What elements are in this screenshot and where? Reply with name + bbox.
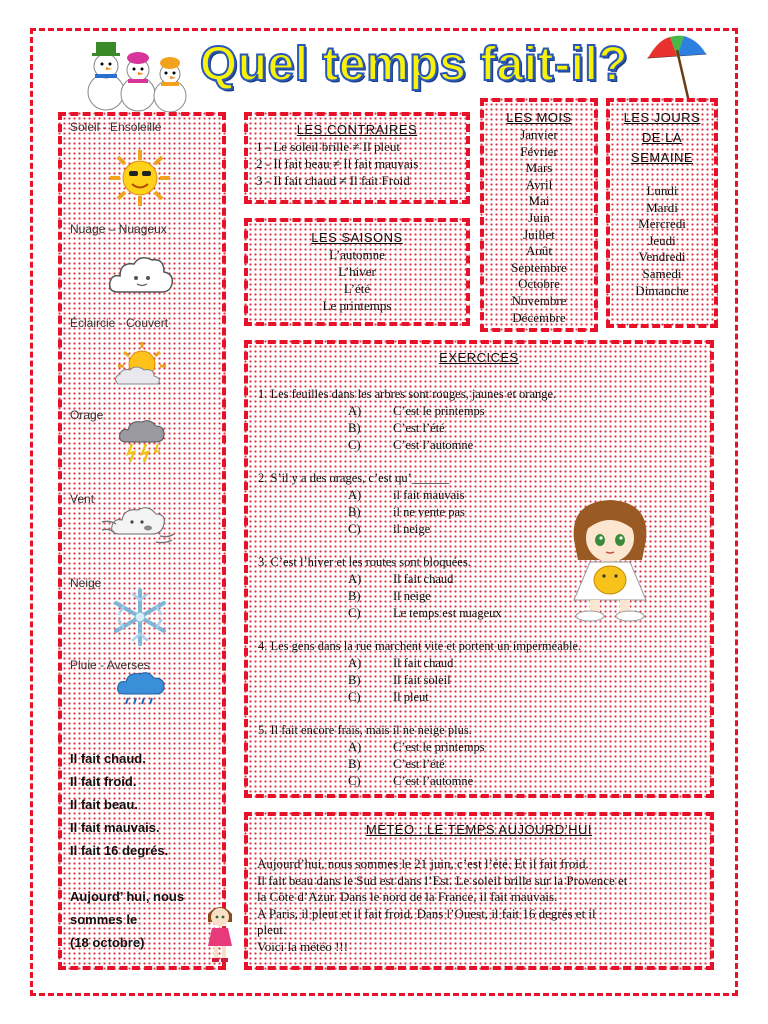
day-item: Samedi	[642, 265, 682, 281]
contraires-item: 1 - Le soleil brille ≠ Il pleut	[256, 139, 400, 154]
jours-title	[606, 108, 718, 168]
phrase-hot: Il fait chaud.	[70, 751, 146, 766]
option-letter: B)	[348, 421, 361, 435]
month-item: Décembre	[512, 309, 566, 325]
meteo-line: Voici la météo !!!	[257, 938, 349, 954]
option-letter: B)	[348, 505, 361, 519]
option-text: C’est l’automne	[393, 438, 474, 452]
jours-title-line: SEMAINE	[630, 150, 693, 165]
month-item: Juin	[528, 209, 550, 225]
option-text: C’est l’automne	[393, 774, 474, 788]
weather-label-wind: Vent	[70, 492, 95, 506]
meteo-line: la Côte d’Azur. Dans le nord de la France, il fait mauvais.	[257, 889, 558, 904]
option-letter: C)	[348, 690, 361, 704]
meteo-line: pleut.	[257, 922, 287, 937]
wind-icon	[100, 500, 176, 548]
month-item: Juillet	[523, 226, 555, 242]
option-text: il fait mauvais	[393, 488, 465, 502]
snowmen-illustration	[82, 36, 192, 114]
option-letter: C)	[348, 606, 361, 620]
option-text: C’est l’été	[393, 757, 445, 771]
phrase-bad: Il fait mauvais.	[70, 820, 160, 835]
month-item: Janvier	[520, 127, 558, 142]
day-item: Mardi	[646, 199, 678, 215]
option-text: il ne vente pas	[393, 505, 465, 519]
weather-label-cloud: Nuage – Nuageux	[70, 222, 167, 236]
saisons-item: Le printemps	[322, 298, 392, 313]
cloud-icon	[106, 252, 176, 300]
meteo-title: MÉTÉO : LE TEMPS AUJOURD’HUI	[365, 822, 593, 837]
meteo-line: Aujourd’hui, nous sommes le 21 juin, c’est l’été. Et il fait froid.	[257, 856, 589, 871]
girl-small-illustration	[202, 900, 238, 966]
phrase-nice: Il fait beau.	[70, 797, 138, 812]
option-letter: A)	[348, 488, 362, 502]
page-title: Quel temps fait-il?	[199, 38, 629, 91]
option-text: Il pleut	[393, 690, 429, 704]
meteo-line: A Paris, il pleut et il fait froid. Dans l’Ouest, il fait 16 degrés et il	[257, 905, 596, 921]
option-letter: C)	[348, 522, 361, 536]
saisons-item: L’hiver	[338, 264, 376, 279]
option-letter: A)	[348, 656, 362, 670]
option-text: C’est l’été	[393, 421, 445, 435]
question-2: 2. S’il y a des orages, c’est qu’______	[258, 471, 450, 485]
girl-illustration	[560, 496, 660, 622]
sun-behind-cloud-icon	[112, 340, 168, 388]
question-5: 5. Il fait encore frais, mais il ne neige plus.	[258, 723, 472, 737]
weather-label-snow: Neige	[70, 576, 102, 590]
jours-list	[606, 183, 718, 299]
contraires-item: 3 - Il fait chaud ≠ Il fait Froid	[256, 173, 410, 188]
saisons-title: LES SAISONS	[311, 230, 403, 245]
option-letter: B)	[348, 589, 361, 603]
meteo-line: Il fait beau dans le Sud est dans l’Est. Le soleil brille sur la Provence et	[257, 872, 628, 888]
jours-title-line: DE LA	[641, 130, 683, 145]
option-text: il neige	[393, 522, 431, 536]
option-letter: A)	[348, 572, 362, 586]
meteo-text	[257, 856, 703, 955]
day-item: Lundi	[646, 183, 678, 198]
day-item: Vendredi	[638, 249, 686, 265]
question-4: 4. Les gens dans la rue marchent vite et portent un imperméable.	[258, 639, 582, 653]
option-text: Il neige	[393, 589, 431, 603]
month-item: Novembre	[511, 292, 567, 308]
weather-label-partly-cloudy: Éclaircie - Couvert	[70, 316, 169, 330]
month-item: Octobre	[518, 276, 560, 292]
option-text: C’est le printemps	[393, 404, 485, 418]
day-item: Mercredi	[638, 216, 686, 232]
contraires-title: LES CONTRAIRES	[296, 122, 418, 137]
option-text: C’est le printemps	[393, 740, 485, 754]
beach-umbrella-icon	[644, 32, 710, 104]
day-item: Jeudi	[648, 232, 676, 248]
sun-icon	[106, 148, 174, 208]
month-item: Février	[520, 143, 558, 159]
phrase-cold: Il fait froid.	[70, 774, 137, 789]
today-line-3: (18 octobre)	[70, 935, 145, 950]
snowflake-icon	[108, 586, 172, 648]
mois-title: LES MOIS	[506, 110, 572, 125]
option-text: Il fait chaud	[393, 656, 454, 670]
phrase-degrees: Il fait 16 degrés.	[70, 843, 169, 858]
month-item: Avril	[525, 176, 553, 192]
weather-label-storm: Orage	[70, 408, 104, 422]
option-letter: B)	[348, 757, 361, 771]
option-letter: A)	[348, 404, 362, 418]
today-line-1: Aujourd’ hui, nous	[70, 889, 185, 904]
month-item: Août	[526, 243, 552, 259]
mois-list	[480, 127, 598, 326]
question-1: 1. Les feuilles dans les arbres sont rouges, jaunes et orange.	[258, 387, 557, 401]
thunderstorm-icon	[118, 418, 166, 464]
month-item: Mars	[525, 160, 553, 176]
saisons-item: L’automne	[329, 247, 385, 262]
day-item: Dimanche	[635, 282, 689, 298]
jours-title-line: LES JOURS	[623, 110, 701, 125]
option-letter: A)	[348, 740, 362, 754]
option-letter: C)	[348, 774, 361, 788]
contraires-item: 2 - Il fait beau ≠ Il fait mauvais	[256, 156, 419, 171]
saisons-item: L’été	[343, 281, 371, 296]
exercices-title: EXERCICES	[439, 350, 519, 365]
month-item: Mai	[528, 193, 550, 209]
month-item: Septembre	[511, 259, 567, 275]
option-text: Il fait soleil	[393, 673, 451, 687]
option-letter: C)	[348, 438, 361, 452]
weather-label-rain: Pluie - Averses	[70, 658, 150, 672]
today-line-2: sommes le	[70, 912, 138, 927]
option-text: Le temps est nuageux	[393, 606, 502, 620]
option-letter: B)	[348, 673, 361, 687]
option-text: Il fait chaud	[393, 572, 454, 586]
question-3: 3. C’est l’hiver et les routes sont bloquées.	[258, 555, 471, 569]
rain-cloud-icon	[116, 670, 166, 710]
weather-label-sun: Soleil - Ensoleillé	[70, 120, 162, 134]
